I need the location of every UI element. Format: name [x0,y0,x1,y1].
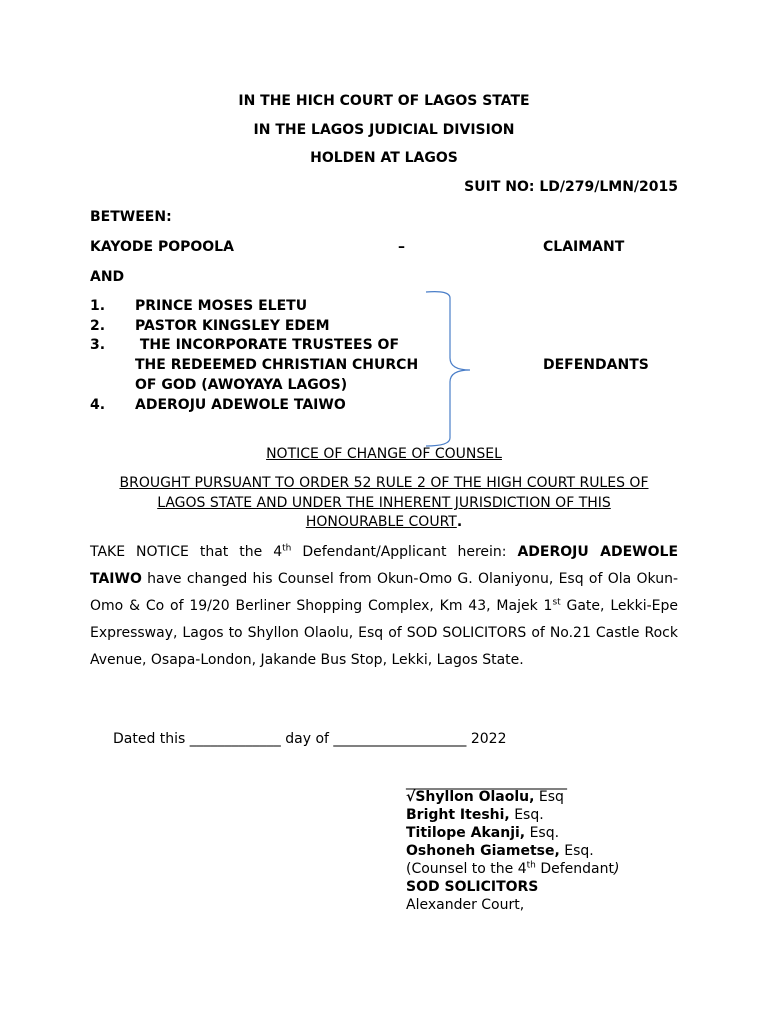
ordinal-suffix: th [526,860,536,871]
role-text: (Counsel to the 4 [406,861,527,877]
notice-subtitle-line: LAGOS STATE AND UNDER THE INHERENT JURISDICTION OF THIS [157,495,611,511]
defendant-name: PRINCE MOSES ELETU [135,298,308,314]
counsel-name: Titilope Akanji, [406,825,526,841]
signature-line: _______________________ [406,774,567,790]
firm-name: SOD SOLICITORS [406,879,539,895]
body-text: have changed his Counsel from Okun-Omo G. Olaniyonu, Esq of Ola Okun-Omo & Co of 19/20 Berliner Shopping Complex, Km 43, Majek 1 [90,571,678,614]
claimant-name: KAYODE POPOOLA [90,239,234,255]
counsel-name: √Shyllon Olaolu, [406,789,535,805]
applicant-name: ADEROJU ADEWOLE TAIWO [90,544,679,587]
subtitle-period: . [456,514,463,530]
counsel-suffix: Esq [534,789,564,805]
counsel-suffix: Esq. [525,825,560,841]
counsel-entry [406,806,544,824]
defendant-number: 2. [90,318,106,334]
defendant-name: PASTOR KINGSLEY EDEM [135,318,330,334]
defendant-number: 1. [90,298,106,314]
notice-subtitle-line: BROUGHT PURSUANT TO ORDER 52 RULE 2 OF THE HIGH COURT RULES OF [119,475,649,491]
notice-subtitle-last [90,513,678,531]
counsel-suffix: Esq. [509,807,544,823]
defendant-name: ADEROJU ADEWOLE TAIWO [135,397,346,413]
role-close: ) [613,861,620,877]
claimant-label: CLAIMANT [543,239,625,255]
ordinal-suffix: th [282,543,292,554]
notice-title: NOTICE OF CHANGE OF COUNSEL [266,446,502,462]
firm-address: Alexander Court, [406,897,525,913]
counsel-entry [406,842,594,860]
ordinal-suffix: st [552,597,561,608]
and-label: AND [90,269,125,285]
body-text: TAKE NOTICE that the 4 [90,544,283,560]
notice-body [90,539,678,674]
counsel-role [406,860,619,878]
defendant-name: THE INCORPORATE TRUSTEES OF [135,337,400,353]
division-title: IN THE LAGOS JUDICIAL DIVISION [253,122,515,138]
counsel-name: Oshoneh Giametse, [406,843,560,859]
counsel-name: Bright Iteshi, [406,807,510,823]
counsel-entry [406,788,564,806]
defendant-name-continued: OF GOD (AWOYAYA LAGOS) [135,377,348,393]
suit-number: SUIT NO: LD/279/LMN/2015 [464,179,678,195]
counsel-entry [406,824,559,842]
party-dash: – [398,239,405,255]
body-text: Gate, Lekki-Epe Expressway, Lagos to Shyllon Olaolu, Esq of SOD SOLICITORS of No.21 Castle Rock Avenue, Osapa-London, Jakande Bus Stop, Lekki, Lagos State. [90,598,678,668]
defendant-number: 4. [90,397,106,413]
defendant-number: 3. [90,337,106,353]
role-text: Defendant [535,861,614,877]
notice-subtitle-line: HONOURABLE COURT [305,514,457,530]
defendants-label: DEFENDANTS [543,357,649,373]
holden-title: HOLDEN AT LAGOS [310,150,458,166]
dated-line: Dated this _____________ day of ___________________ 2022 [113,731,507,747]
counsel-suffix: Esq. [559,843,594,859]
between-label: BETWEEN: [90,209,172,225]
defendant-name-continued: THE REDEEMED CHRISTIAN CHURCH [135,357,419,373]
court-title: IN THE HICH COURT OF LAGOS STATE [238,93,530,109]
body-text: Defendant/Applicant herein: [291,544,518,560]
curly-brace [420,286,480,450]
